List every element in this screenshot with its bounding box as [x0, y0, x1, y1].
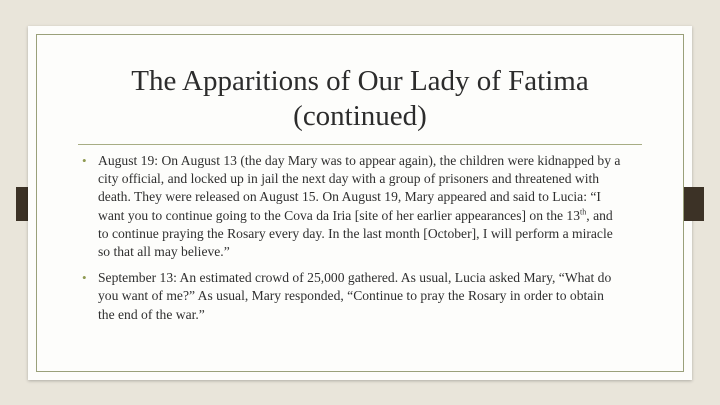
title-line-1: The Apparitions of Our Lady of Fatima: [131, 65, 589, 97]
bullet-icon: •: [82, 153, 87, 168]
title-divider: [78, 144, 642, 145]
ordinal-superscript: th: [580, 207, 587, 217]
bullet-text: September 13: An estimated crowd of 25,000 gathered. As usual, Lucia asked Mary, “What do you want of me?” As usual, Mary responded, “Continue to pray the Rosary in order to obtain the end of the war.”: [98, 270, 612, 322]
slide-body: [82, 152, 622, 332]
title-line-2: (continued): [293, 100, 427, 132]
slide-title: [60, 64, 660, 134]
bullet-august-19: [82, 152, 622, 261]
bullet-text-part-2: , and to continue praying the Rosary every day. In the last month [October], I will perform a miracle so that all may believe.”: [98, 207, 613, 260]
bullet-september-13: [82, 269, 622, 324]
bullet-text-part-1: August 19: On August 13 (the day Mary was to appear again), the children were kidnapped by a city official, and locked up in jail the next day with a group of prisoners and threatened with death. They were released on August 15. On August 19, Mary appeared and said to Lucia: “I want you to continue going to the Cova da Iria [site of her earlier appearances] on the 13: [98, 153, 621, 223]
bullet-icon: •: [82, 270, 87, 286]
right-tab-decoration: [684, 187, 704, 221]
